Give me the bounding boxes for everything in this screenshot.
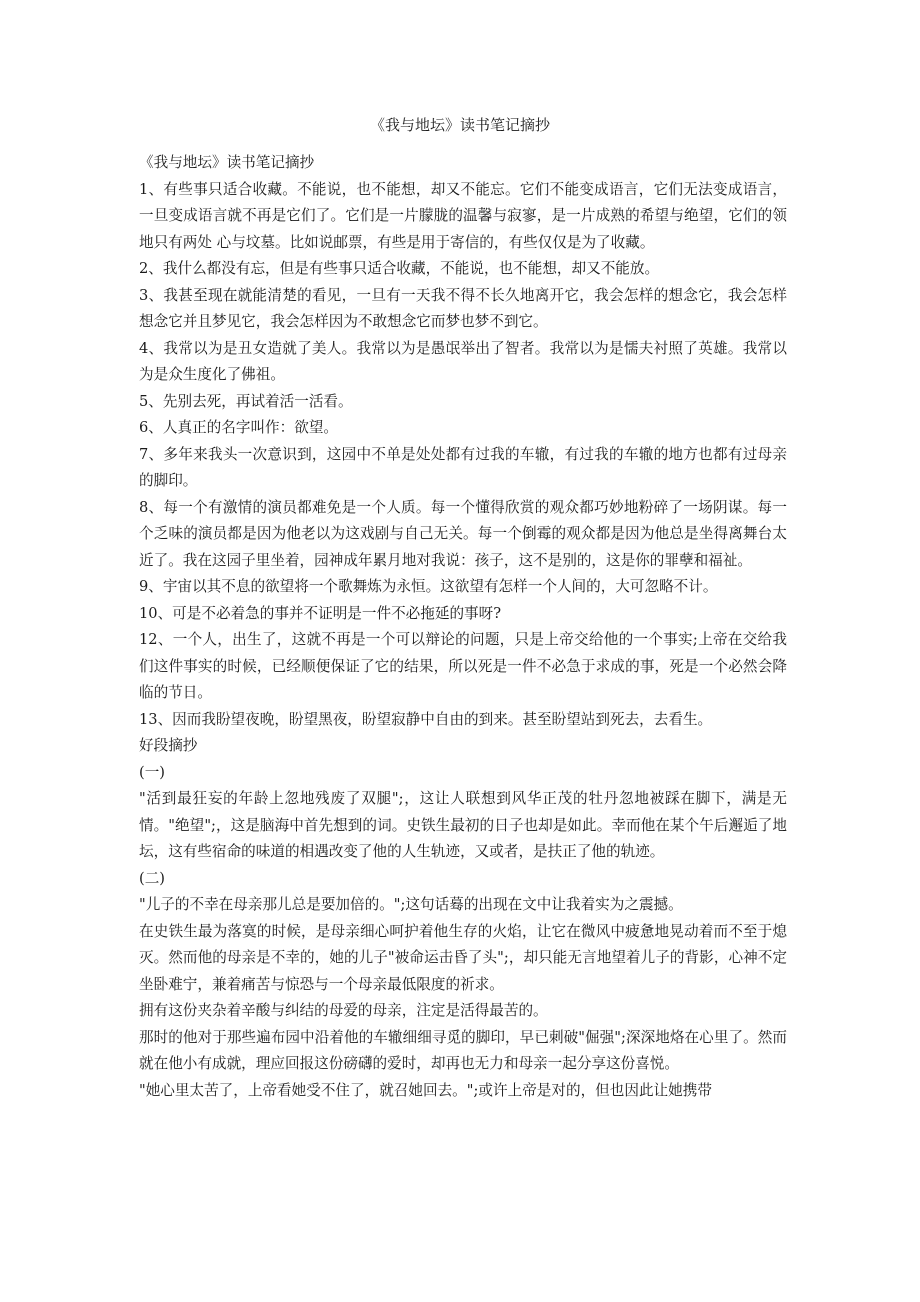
paragraph-quote-9: 9、宇宙以其不息的欲望将一个歌舞炼为永恒。这欲望有怎样一个人间的，大可忽略不计。 xyxy=(139,578,718,595)
paragraph-quote-8: 8、每一个有激情的演员都难免是一个人质。每一个懂得欣赏的观众都巧妙地粉碎了一场阴谋。每一个乏味的演员都是因为他老以为这戏剧与自己无关。每一个倒霉的观众都是因为他总是坐得离舞台太近了。我在这园子里坐着，园神成年累月地对我说：孩子，这不是别的，这是你的罪孽和福祉。 xyxy=(139,498,787,569)
paragraph-passage-2a: "儿子的不幸在母亲那儿总是要加倍的。";这句话蓦的出现在文中让我着实为之震撼。 xyxy=(139,896,683,913)
paragraph-quote-4: 4、我常以为是丑女造就了美人。我常以为是愚氓举出了智者。我常以为是懦夫衬照了英雄。我常以为是众生度化了佛祖。 xyxy=(139,339,787,383)
paragraph-quote-10: 10、可是不必着急的事并不证明是一件不必拖延的事呀? xyxy=(139,604,502,622)
document-title: 《我与地坛》读书笔记摘抄 xyxy=(369,116,550,134)
paragraph-quote-5: 5、先别去死，再试着活一活看。 xyxy=(139,392,353,410)
document-body xyxy=(139,150,787,1104)
paragraph-passage-2d: 那时的他对于那些遍布园中沿着他的车辙细细寻觅的脚印，早已刺破"倔强";深深地烙在心里了。然而就在他小有成就，理应回报这份磅礴的爱时，却再也无力和母亲一起分享这份喜悦。 xyxy=(139,1028,787,1072)
paragraph-passage-2e: "她心里太苦了，上帝看她受不住了，就召她回去。";或许上帝是对的，但也因此让她携带 xyxy=(139,1081,712,1099)
paragraph-quote-3: 3、我甚至现在就能清楚的看见，一旦有一天我不得不长久地离开它，我会怎样的想念它，我会怎样想念它并且梦见它，我会怎样因为不敢想念它而梦也梦不到它。 xyxy=(139,286,787,330)
paragraph-quote-13: 13、因而我盼望夜晚，盼望黑夜，盼望寂静中自由的到来。甚至盼望站到死去，去看生。 xyxy=(139,710,713,728)
section-heading-good-passages: 好段摘抄 xyxy=(139,737,198,754)
paragraph-passage-2c: 拥有这份夹杂着辛酸与纠结的母爱的母亲，注定是活得最苦的。 xyxy=(139,1002,548,1019)
paragraph-passage-2b: 在史铁生最为落寞的时候，是母亲细心呵护着他生存的火焰，让它在微风中疲惫地晃动着而不至于熄灭。然而他的母亲是不幸的，她的儿子"被命运击昏了头";，却只能无言地望着儿子的背影，心神不定坐卧难宁，兼着痛苦与惊恐与一个母亲最低限度的祈求。 xyxy=(139,922,787,993)
paragraph-quote-6: 6、人真正的名字叫作：欲望。 xyxy=(139,419,339,436)
paragraph-quote-7: 7、多年来我头一次意识到，这园中不单是处处都有过我的车辙，有过我的车辙的地方也都有过母亲的脚印。 xyxy=(139,445,787,489)
paragraph-quote-12: 12、一个人，出生了，这就不再是一个可以辩论的问题，只是上帝交给他的一个事实;上帝在交给我们这件事实的时候，已经顺便保证了它的结果，所以死是一件不必急于求成的事，死是一个必然会降临的节日。 xyxy=(139,631,787,701)
section-marker-2: (二) xyxy=(139,869,165,887)
paragraph-heading: 《我与地坛》读书笔记摘抄 xyxy=(139,154,315,171)
paragraph-passage-1: "活到最狂妄的年龄上忽地残废了双腿";，这让人联想到风华正茂的牡丹忽地被踩在脚下，满是无情。"绝望";，这是脑海中首先想到的词。史铁生最初的日子也却是如此。幸而他在某个午后邂逅了地坛，这有些宿命的味道的相遇改变了他的人生轨迹，又或者，是扶正了他的轨迹。 xyxy=(139,790,787,860)
section-marker-1: (一) xyxy=(139,763,165,781)
paragraph-quote-2: 2、我什么都没有忘，但是有些事只适合收藏，不能说，也不能想，却又不能放。 xyxy=(139,260,660,277)
paragraph-quote-1: 1、有些事只适合收藏。不能说，也不能想，却又不能忘。它们不能变成语言，它们无法变成语言，一旦变成语言就不再是它们了。它们是一片朦胧的温馨与寂寥，是一片成熟的希望与绝望，它们的领地只有两处 心与坟墓。比如说邮票，有些是用于寄信的，有些仅仅是为了收藏。 xyxy=(139,180,787,251)
